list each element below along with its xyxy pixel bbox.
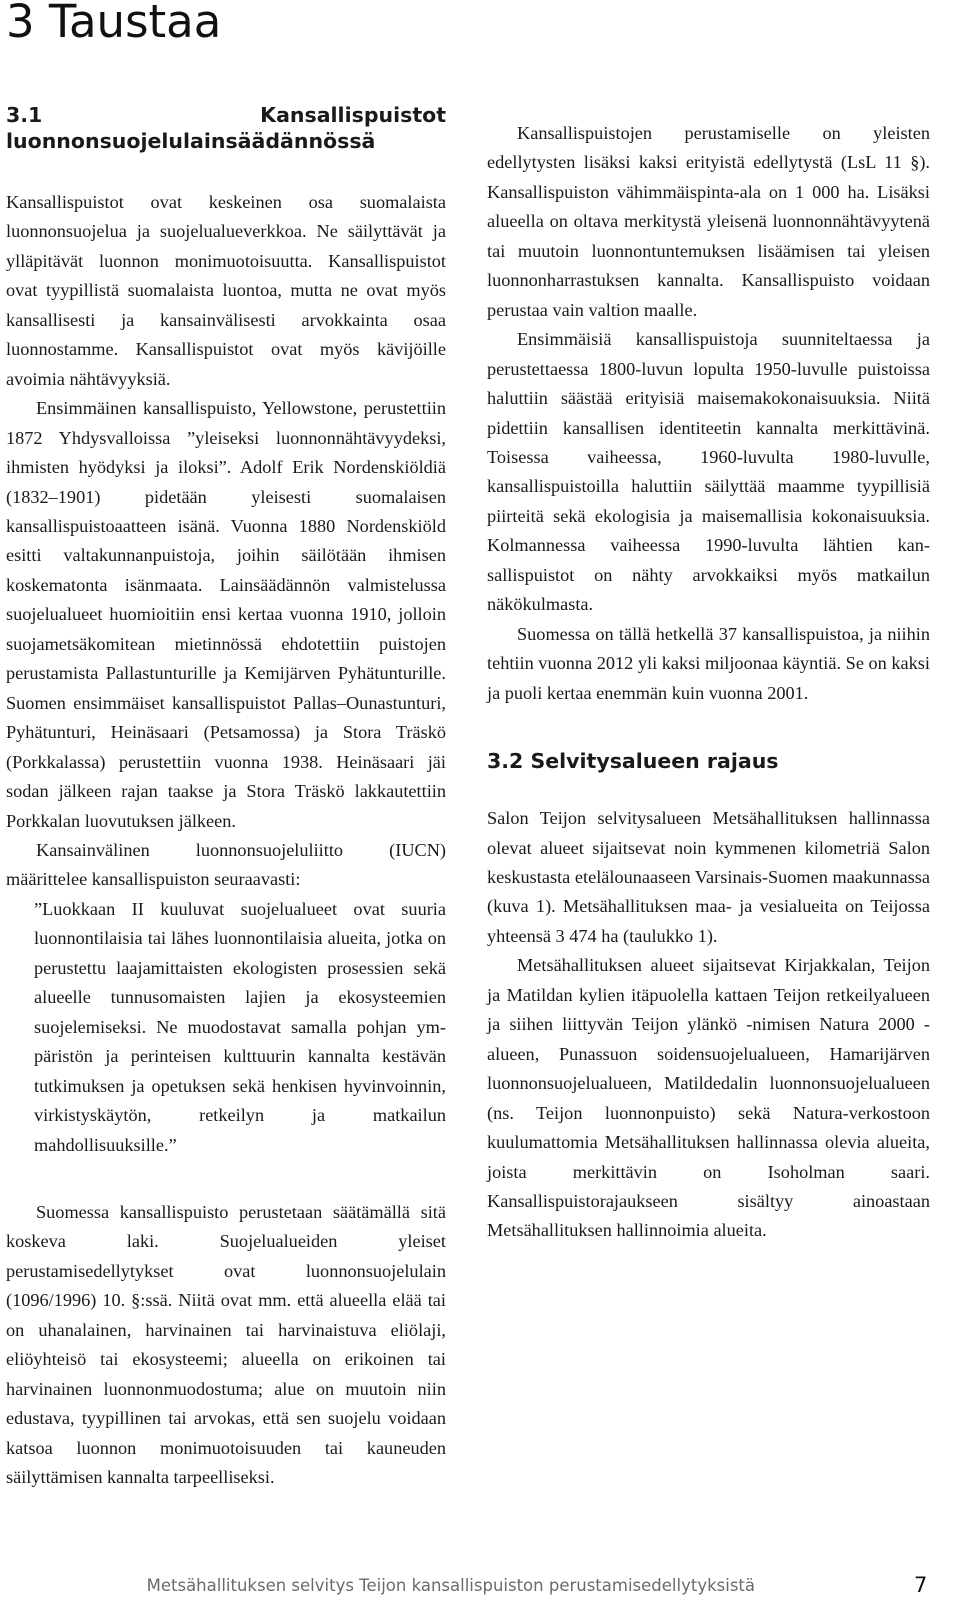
paragraph-statistics: Suomessa on tällä hetkellä 37 kansallispuistoa, ja niihin tehtiin vuonna 2012 yli kaksi miljoonaa käyntiä. Se on kaksi ja puoli kertaa enemmän kuin vuonna 2001.: [487, 623, 930, 703]
paragraph-phases: Ensimmäisiä kansallispuistoja suunniteltaessa ja perustettaessa 1800-luvun lopulta 1950-luvulle puistoissa haluttiin säästää erityisiä maisemakokonaisuuksia. Niitä pidettiin kansallisen identiteetin kannalta merkittävinä. Toisessa vaiheessa, 1960-luvulta 1980-luvulle, kansallispuistoilla haluttiin säilyttää maamme tyypillisiä piirteitä sekä ekologisia ja maisemallisia kokonaisuuksia. Kolmannessa vaiheessa 1990-luvulta lähtien kansallispuistot on nähty arvokkaiksi myös matkailun näkökulmasta.: [487, 329, 930, 615]
paragraph-intro: Kansallispuistot ovat keskeinen osa suomalaista luonnonsuojelua ja suojelualueverkkoa. Ne säilyttävät ja ylläpitävät luonnon monimuotoisuutta. Kansallispuistot ovat tyypillistä suomalaista luontoa, mutta ne ovat myös kansallisesti ja kansainvälisesti arvokkainta osaa luonnostamme. Kansallispuistot ovat myös kävijöille avoimia nähtävyyksiä.: [6, 192, 446, 389]
paragraph-area-details: Metsähallituksen alueet sijaitsevat Kirjakkalan, Teijon ja Matildan kylien itäpuolella kattaen Teijon retkeilyalueen ja siihen liittyvän Teijon ylänkö -nimisen Natura 2000 -alueen, Punassuon soidensuojelualueen, Hamarijärven luonnonsuojelualueen, Matildedalin luonnonsuojelualueen (ns. Teijon luonnonpuisto) sekä Natura-verkostoon kuulumattomia Metsähallituksen hallinnassa olevia alueita, joista merkittävin on Isoholman saari. Kansallispuistorajaukseen sisältyy ainoastaan Metsähallituksen hallinnoimia alueita.: [487, 955, 930, 1241]
page-number: 7: [914, 1573, 928, 1597]
iucn-quote: ”Luokkaan II kuuluvat suojelualueet ovat suuria luonnontilaisia tai lähes luonnontilaisia alueita, jotka on perustettu laajamittaisten ekologisten prosessien sekä alueelle tunnusomaisten lajien ja ekosysteemien suojelemiseksi. Ne muodostavat samalla pohjan ympäristön ja perinteisen kulttuurin kannalta kestävän tutkimuksen ja opetuksen sekä henkisen hyvinvoinnin, virkistyskäytön, retkeilyn ja matkailun mahdollisuuksille.”: [34, 898, 446, 1155]
section-heading-3-1: 3.1 Kansallispuistot luonnonsuojelulainsäädännössä: [6, 103, 446, 153]
chapter-title: 3 Taustaa: [6, 0, 222, 48]
footer-text: Metsähallituksen selvitys Teijon kansallispuiston perustamisedellytyksistä: [146, 1576, 755, 1595]
paragraph-requirements: Kansallispuistojen perustamiselle on yleisten edellytysten lisäksi kaksi erityistä edellytystä (LsL 11 §). Kansallispuiston vähimmäispinta-ala on 1 000 ha. Lisäksi alueella on oltava merkitystä yleisenä luonnonnähtävyytenä tai muutoin luonnontuntemuksen lisäämisen tai yleisen luonnonharrastuksen kannalta. Kansallispuisto voidaan perustaa vain valtion maalle.: [487, 123, 930, 320]
right-column: [487, 119, 930, 1246]
section-heading-3-2: 3.2 Selvitysalueen rajaus: [487, 749, 779, 774]
paragraph-iucn-intro: Kansainvälinen luonnonsuojeluliitto (IUCN) määrittelee kansallispuiston seuraavasti:: [6, 839, 446, 890]
left-column: [6, 102, 446, 1492]
paragraph-legislation: Suomessa kansallispuisto perustetaan säätämällä sitä koskeva laki. Suojelualueiden yleiset perustamisedellytykset ovat luonnonsuojelulain (1096/1996) 10. §:ssä. Niitä ovat mm. että alueella elää tai on uhanalainen, harvinainen tai harvinaistuva eliölaji, eliöyhteisö tai ekosysteemi; alueella on erikoinen tai harvinainen luonnonmuodostuma; alue on muutoin niin edustava, tyypillinen tai arvokas, että sen suojelu voidaan katsoa luonnon monimuotoisuuden tai kauneuden säilyttämisen kannalta tarpeelliseksi.: [6, 1201, 446, 1488]
page-footer: [0, 1575, 960, 1605]
paragraph-history: Ensimmäinen kansallispuisto, Yellowstone, perustettiin 1872 Yhdysvalloissa ”yleiseksi luonnonnähtävyydeksi, ihmisten hyödyksi ja iloksi”. Adolf Erik Nordenskiöldiä (1832–1901) pidetään yleisesti suomalaisen kansallispuistoaatteen isänä. Vuonna 1880 Nordenskiöld esitti valtakunnanpuistoja, joihin säilötään ihmisen koskematonta isänmaata. Lainsäädännön valmistelussa suojelualueet huomioitiin ensi kertaa vuonna 1910, jolloin suojametsäkomitean mietinnössä ehdotettiin puistojen perustamista Pallastunturille ja Kemijärven Pyhätunturille. Suomen ensimmäiset kansallispuistot Pallas–Ounastunturi, Pyhätunturi, Heinäsaari (Petsamossa) ja Stora Träskö (Porkkalassa) perustettiin vuonna 1938. Heinäsaari jäi sodan jälkeen rajan taakse ja Stora Träskö lakkautettiin Porkkalan luovutuksen jälkeen.: [6, 398, 446, 831]
paragraph-area-location: Salon Teijon selvitysalueen Metsähallituksen hallinnassa olevat alueet sijaitsevat noin kymmenen kilometriä Salon keskustasta etelälounaaseen Varsinais-Suomen maakunnassa (kuva 1). Metsähallituksen maa- ja vesialueita on Teijossa yhteensä 3 474 ha (taulukko 1).: [487, 808, 930, 946]
